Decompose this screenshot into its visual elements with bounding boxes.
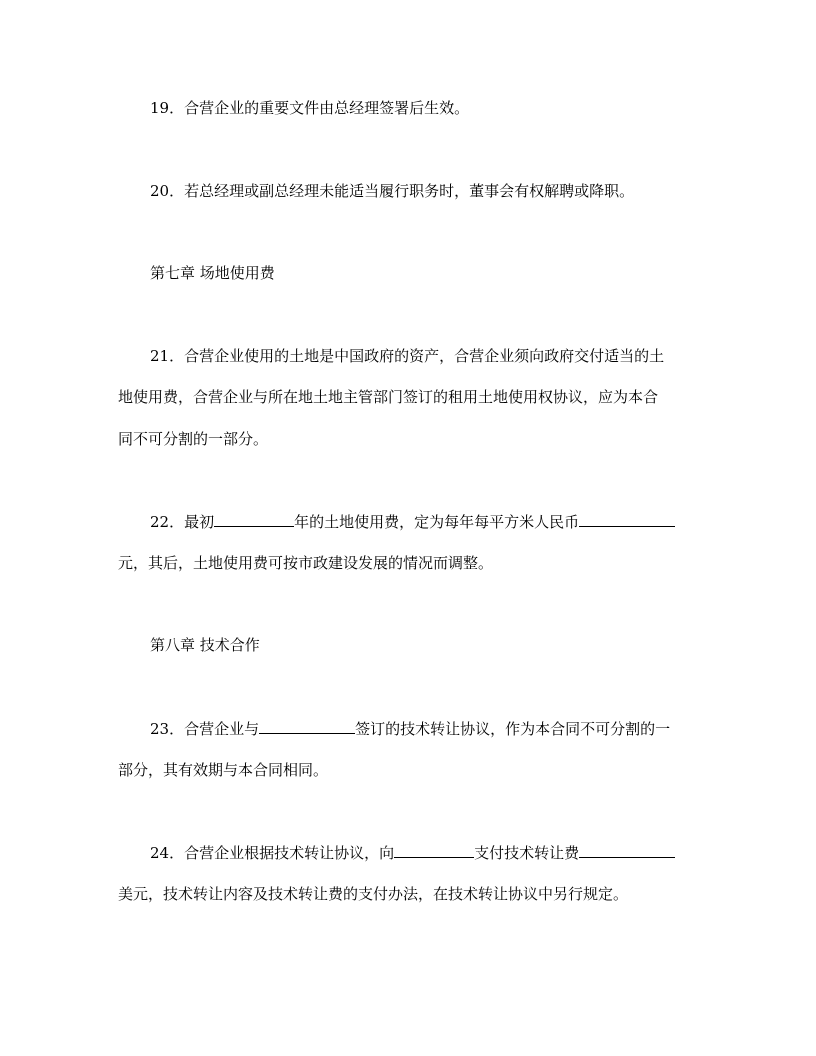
blank-payee-field[interactable] — [394, 842, 474, 858]
clause-22-text-a: 22．最初 — [150, 513, 215, 531]
clause-19: 19．合营企业的重要文件由总经理签署后生效。 — [150, 99, 470, 117]
blank-usd-amount-field[interactable] — [579, 842, 675, 858]
clause-23-line-2: 部分，其有效期与本合同相同。 — [118, 761, 329, 779]
clause-24-line-2: 美元，技术转让内容及技术转让费的支付办法，在技术转让协议中另行规定。 — [118, 885, 629, 903]
clause-24-line-1 — [150, 842, 675, 862]
clause-21-line-3: 同不可分割的一部分。 — [118, 430, 269, 448]
chapter-8-heading: 第八章 技术合作 — [150, 636, 260, 654]
clause-24-text-b: 支付技术转让费 — [474, 844, 580, 862]
clause-23-line-1 — [150, 718, 670, 738]
clause-22-line-2: 元，其后，土地使用费可按市政建设发展的情况而调整。 — [118, 554, 494, 572]
blank-party-field[interactable] — [259, 718, 355, 734]
blank-rmb-amount-field[interactable] — [579, 511, 675, 527]
clause-21-line-2: 地使用费，合营企业与所在地土地主管部门签订的租用土地使用权协议，应为本合 — [118, 388, 659, 406]
clause-23-text-b: 签订的技术转让协议，作为本合同不可分割的一 — [355, 720, 671, 738]
clause-22-line-1 — [150, 511, 675, 531]
clause-24-text-a: 24．合营企业根据技术转让协议，向 — [150, 844, 395, 862]
clause-23-text-a: 23．合营企业与 — [150, 720, 260, 738]
clause-21-line-1: 21．合营企业使用的土地是中国政府的资产，合营企业须向政府交付适当的土 — [150, 347, 665, 365]
chapter-7-heading: 第七章 场地使用费 — [150, 264, 275, 282]
clause-22-text-b: 年的土地使用费，定为每年每平方米人民币 — [294, 513, 580, 531]
clause-20: 20．若总经理或副总经理未能适当履行职务时，董事会有权解聘或降职。 — [150, 182, 635, 200]
blank-years-field[interactable] — [214, 511, 294, 527]
